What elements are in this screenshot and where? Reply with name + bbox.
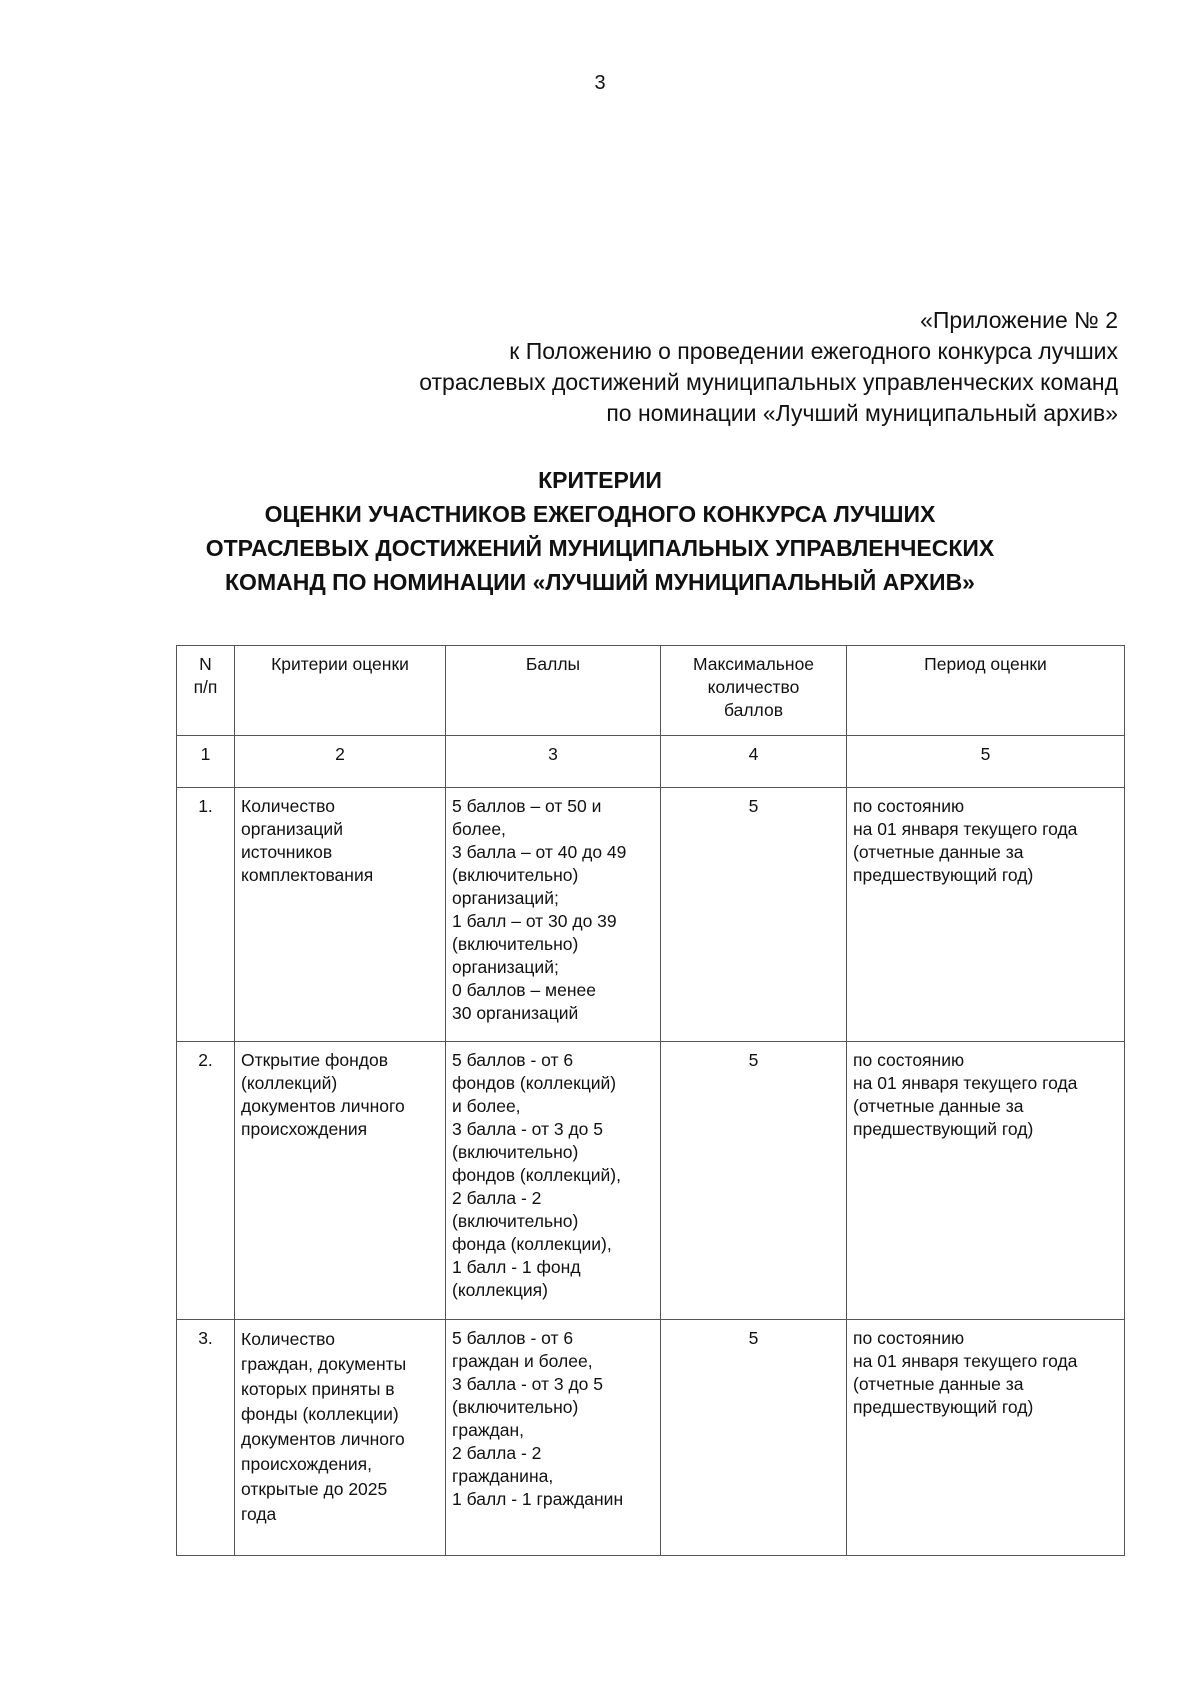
row-max-points: 5 — [661, 1042, 847, 1320]
row-criterion: Количество граждан, документы которых приняты в фонды (коллекции) документов личного происхождения, открытые до 2025 года — [235, 1320, 446, 1556]
table-row — [177, 1042, 1125, 1320]
title-line: ОЦЕНКИ УЧАСТНИКОВ ЕЖЕГОДНОГО КОНКУРСА ЛУЧШИХ — [264, 501, 936, 527]
header-points: Баллы — [446, 646, 661, 736]
page-number: 3 — [594, 72, 606, 94]
row-period: по состоянию на 01 января текущего года (отчетные данные за предшествующий год) — [847, 1042, 1125, 1320]
title-line: КРИТЕРИИ — [538, 467, 662, 493]
header-max-points: Максимальное количество баллов — [661, 646, 847, 736]
table-row — [177, 788, 1125, 1042]
appendix-line: отраслевых достижений муниципальных управленческих команд — [419, 369, 1118, 395]
row-number: 2. — [177, 1042, 235, 1320]
row-points: 5 баллов - от 6 фондов (коллекций) и более, 3 балла - от 3 до 5 (включительно) фондов (коллекций), 2 балла - 2 (включительно) фонда (коллекции), 1 балл - 1 фонд (коллекция) — [446, 1042, 661, 1320]
title-line: КОМАНД ПО НОМИНАЦИИ «ЛУЧШИЙ МУНИЦИПАЛЬНЫЙ АРХИВ» — [225, 569, 975, 595]
row-points: 5 баллов – от 50 и более, 3 балла – от 40 до 49 (включительно) организаций; 1 балл – от 30 до 39 (включительно) организаций; 0 баллов – менее 30 организаций — [446, 788, 661, 1042]
table-row — [177, 1320, 1125, 1556]
appendix-line: «Приложение № 2 — [920, 307, 1118, 333]
table-header-row — [177, 646, 1125, 736]
appendix-reference — [218, 305, 1118, 429]
header-number: N п/п — [177, 646, 235, 736]
column-number: 3 — [446, 736, 661, 788]
row-period: по состоянию на 01 января текущего года (отчетные данные за предшествующий год) — [847, 788, 1125, 1042]
appendix-line: по номинации «Лучший муниципальный архив» — [606, 400, 1118, 426]
column-numbers-row — [177, 736, 1125, 788]
header-criteria: Критерии оценки — [235, 646, 446, 736]
row-number: 1. — [177, 788, 235, 1042]
document-title — [0, 463, 1200, 599]
row-points: 5 баллов - от 6 граждан и более, 3 балла - от 3 до 5 (включительно) граждан, 2 балла - 2 гражданина, 1 балл - 1 гражданин — [446, 1320, 661, 1556]
appendix-line: к Положению о проведении ежегодного конкурса лучших — [509, 338, 1118, 364]
row-period: по состоянию на 01 января текущего года (отчетные данные за предшествующий год) — [847, 1320, 1125, 1556]
header-period: Период оценки — [847, 646, 1125, 736]
column-number: 1 — [177, 736, 235, 788]
row-number: 3. — [177, 1320, 235, 1556]
row-criterion: Количество организаций источников комплектования — [235, 788, 446, 1042]
column-number: 2 — [235, 736, 446, 788]
row-criterion: Открытие фондов (коллекций) документов личного происхождения — [235, 1042, 446, 1320]
criteria-table — [176, 645, 1125, 1556]
title-line: ОТРАСЛЕВЫХ ДОСТИЖЕНИЙ МУНИЦИПАЛЬНЫХ УПРАВЛЕНЧЕСКИХ — [205, 535, 995, 561]
row-max-points: 5 — [661, 788, 847, 1042]
row-max-points: 5 — [661, 1320, 847, 1556]
column-number: 4 — [661, 736, 847, 788]
column-number: 5 — [847, 736, 1125, 788]
